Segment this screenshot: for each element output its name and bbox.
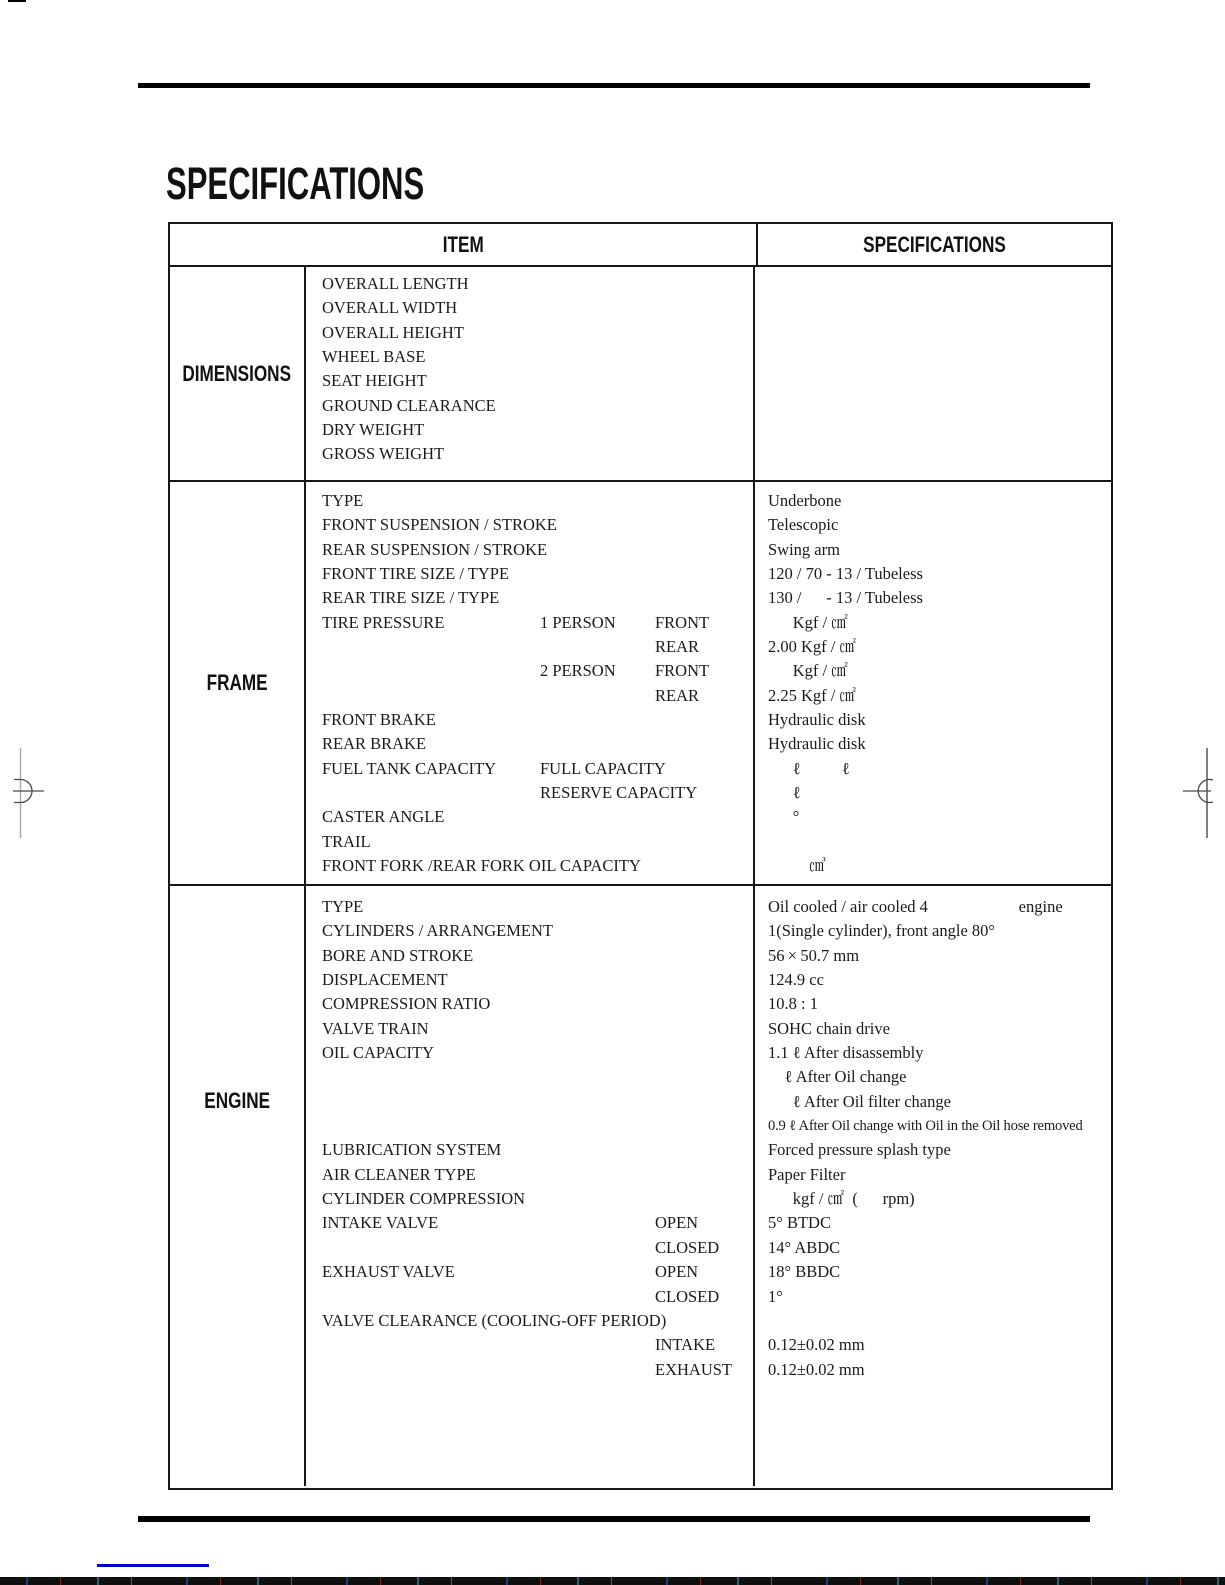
category-cell [170,482,306,884]
spec-item-line [306,1065,753,1089]
item-label: BORE AND STROKE [322,945,474,965]
spec-item-line [306,992,753,1016]
spec-item-line [306,1187,753,1211]
spec-value-line: ℓ After Oil change [768,1067,907,1087]
spec-item-line [306,1211,753,1235]
spec-value-line [755,394,1111,418]
spec-value-line: 5° BTDC [768,1213,831,1233]
item-label: REAR SUSPENSION / STROKE [322,539,548,559]
page-title-text: SPECIFICATIONS [166,158,425,209]
item-label: FRONT FORK /REAR FORK OIL CAPACITY [322,856,641,876]
top-rule [138,83,1090,88]
spec-item-line [306,1114,753,1138]
spec-value-line [755,272,1111,296]
item-sub-label: RESERVE CAPACITY [540,783,698,803]
spec-item-line [306,1041,753,1065]
spec-item-line [306,345,753,369]
item-sub-label: FRONT [655,612,710,632]
spec-value-line: ㎤ [768,856,826,876]
spec-value-line: 0.9 ℓ After Oil change with Oil in the Oil hose removed [768,1118,1083,1135]
spec-item-line [306,1358,753,1382]
item-label: FRONT TIRE SIZE / TYPE [322,564,510,584]
items-cell [306,267,755,480]
item-label: WHEEL BASE [322,347,426,367]
section-engine [170,886,1111,1486]
item-label: OVERALL LENGTH [322,274,469,293]
spec-item-line [306,919,753,943]
item-label: GROSS WEIGHT [322,444,445,464]
spec-value-line [755,1309,1111,1333]
spec-item-line [306,1309,753,1333]
column-header-specifications-label: SPECIFICATIONS [863,231,1006,257]
spec-value-line [755,296,1111,320]
item-label: COMPRESSION RATIO [322,994,491,1014]
table-header-row [170,224,1111,267]
spec-value-line [755,830,1111,854]
spec-value-line: 56 × 50.7 mm [768,945,860,965]
item-label: VALVE TRAIN [322,1018,429,1038]
spec-item-line [306,1017,753,1041]
item-label: FUEL TANK CAPACITY [322,758,497,778]
spec-item-line [306,830,753,854]
category-cell [170,267,306,480]
spec-item-line [306,1138,753,1162]
item-label: INTAKE VALVE [322,1213,439,1233]
spec-value-line: 1.1 ℓ After disassembly [768,1043,924,1063]
spec-value-line: 130 / - 13 / Tubeless [768,588,923,608]
spec-item-line [306,805,753,829]
column-header-specifications [758,224,1111,265]
spec-value-line: SOHC chain drive [768,1018,890,1038]
spec-item-line [306,611,753,635]
spec-value-line: Hydraulic disk [768,710,866,730]
spec-value-line: 1° [768,1286,783,1306]
spec-value-line [755,321,1111,345]
item-sub-label: 2 PERSON [540,661,616,681]
spec-item-line [306,968,753,992]
specs-cell [755,886,1111,1486]
item-label: OVERALL HEIGHT [322,322,464,342]
spec-value-line: Paper Filter [768,1164,846,1184]
spec-value-line: 1(Single cylinder), front angle 80° [768,921,995,941]
spec-item-line [306,854,753,878]
spec-value-line [755,442,1111,466]
items-cell [306,482,755,884]
category-label: ENGINE [204,1088,270,1113]
section-frame [170,482,1111,886]
spec-item-line [306,586,753,610]
item-sub-label: 1 PERSON [540,612,616,632]
spec-item-line [306,1163,753,1187]
spec-item-line [306,1090,753,1114]
item-label: FRONT SUSPENSION / STROKE [322,515,557,535]
items-cell [306,886,755,1486]
spec-value-line: Kgf / ㎠ [768,612,848,632]
item-label: SEAT HEIGHT [322,371,427,391]
spec-value-line: 0.12±0.02 mm [768,1359,865,1379]
spec-value-line: 2.00 Kgf / ㎠ [768,637,856,657]
spec-value-line: Oil cooled / air cooled 4 engine [768,897,1063,916]
spec-value-line: Hydraulic disk [768,734,866,754]
item-sub-label: CLOSED [655,1237,720,1257]
spec-item-line [306,1333,753,1357]
spec-value-line: Telescopic [768,515,839,535]
item-label: CYLINDERS / ARRANGEMENT [322,921,554,941]
item-label: DRY WEIGHT [322,420,425,440]
spec-item-line [306,1285,753,1309]
category-label: FRAME [206,670,268,695]
item-label: OIL CAPACITY [322,1043,434,1063]
spec-value-line: ℓ ℓ [768,758,850,778]
column-header-item [170,224,758,265]
item-sub-label: OPEN [655,1213,699,1233]
page-title [166,158,540,210]
registration-mark-left-icon [8,744,48,842]
spec-item-line [306,757,753,781]
item-sub-label: INTAKE [655,1335,716,1355]
spec-item-line [306,562,753,586]
item-sub-label: REAR [655,637,700,657]
spec-item-line [306,296,753,320]
spec-item-line [306,272,753,296]
item-label: TYPE [322,897,364,916]
spec-value-line [755,418,1111,442]
item-label: OVERALL WIDTH [322,298,458,318]
bottom-rule [138,1516,1090,1522]
item-label: EXHAUST VALVE [322,1262,455,1282]
spec-value-line: 0.12±0.02 mm [768,1335,865,1355]
spec-value-line: 18° BBDC [768,1262,841,1282]
spec-item-line [306,1260,753,1284]
spec-item-line [306,781,753,805]
spec-value-line: 10.8 : 1 [768,994,818,1014]
spec-item-line [306,489,753,513]
spec-item-line [306,513,753,537]
scan-artifact-tick [8,0,26,2]
item-label: TRAIL [322,831,371,851]
item-sub-label: FRONT [655,661,710,681]
column-header-item-label: ITEM [442,231,484,257]
spec-value-line: Forced pressure splash type [768,1140,951,1160]
spec-value-line [755,345,1111,369]
item-label: GROUND CLEARANCE [322,395,496,415]
footer-link-line [97,1564,209,1567]
spec-item-line [306,944,753,968]
category-label: DIMENSIONS [182,360,292,386]
item-label: FRONT BRAKE [322,710,436,730]
spec-item-line [306,394,753,418]
spec-item-line [306,708,753,732]
item-label: REAR TIRE SIZE / TYPE [322,588,500,608]
item-sub-label: REAR [655,685,700,705]
item-label: TIRE PRESSURE [322,612,445,632]
item-label: CYLINDER COMPRESSION [322,1189,526,1209]
spec-value-line: ℓ After Oil filter change [768,1091,951,1111]
spec-item-line [306,369,753,393]
item-sub-label: EXHAUST [655,1359,732,1379]
item-sub-label: CLOSED [655,1286,720,1306]
spec-value-line: 14° ABDC [768,1237,841,1257]
spec-value-line: 120 / 70 - 13 / Tubeless [768,564,923,584]
category-cell [170,886,306,1486]
spec-item-line [306,418,753,442]
spec-item-line [306,538,753,562]
item-label: TYPE [322,491,364,510]
item-label: LUBRICATION SYSTEM [322,1140,502,1160]
item-label: REAR BRAKE [322,734,427,754]
item-label: DISPLACEMENT [322,970,448,990]
spec-value-line: kgf / ㎠ ( rpm) [768,1189,915,1209]
spec-value-line: Underbone [768,491,842,510]
specifications-table [168,222,1113,1490]
item-label: VALVE CLEARANCE (COOLING-OFF PERIOD) [322,1310,667,1330]
spec-item-line [306,895,753,919]
specs-cell [755,267,1111,480]
spec-value-line: ℓ [768,783,801,803]
scan-page-edge [0,1577,1225,1585]
table-body [170,267,1111,1486]
item-sub-label: FULL CAPACITY [540,758,666,778]
spec-value-line: 2.25 Kgf / ㎠ [768,685,856,705]
spec-value-line: ° [768,807,800,827]
spec-value-line: Swing arm [768,539,840,559]
spec-item-line [306,684,753,708]
spec-item-line [306,442,753,466]
item-label: AIR CLEANER TYPE [322,1164,476,1184]
item-sub-label: OPEN [655,1262,699,1282]
specs-cell [755,482,1111,884]
spec-value-line: Kgf / ㎠ [768,661,848,681]
spec-item-line [306,1236,753,1260]
spec-value-line [755,369,1111,393]
spec-item-line [306,321,753,345]
spec-item-line [306,659,753,683]
spec-item-line [306,732,753,756]
section-dimensions [170,267,1111,482]
spec-value-line: 124.9 cc [768,970,824,990]
item-label: CASTER ANGLE [322,807,445,827]
spec-item-line [306,635,753,659]
registration-mark-right-icon [1178,744,1218,842]
